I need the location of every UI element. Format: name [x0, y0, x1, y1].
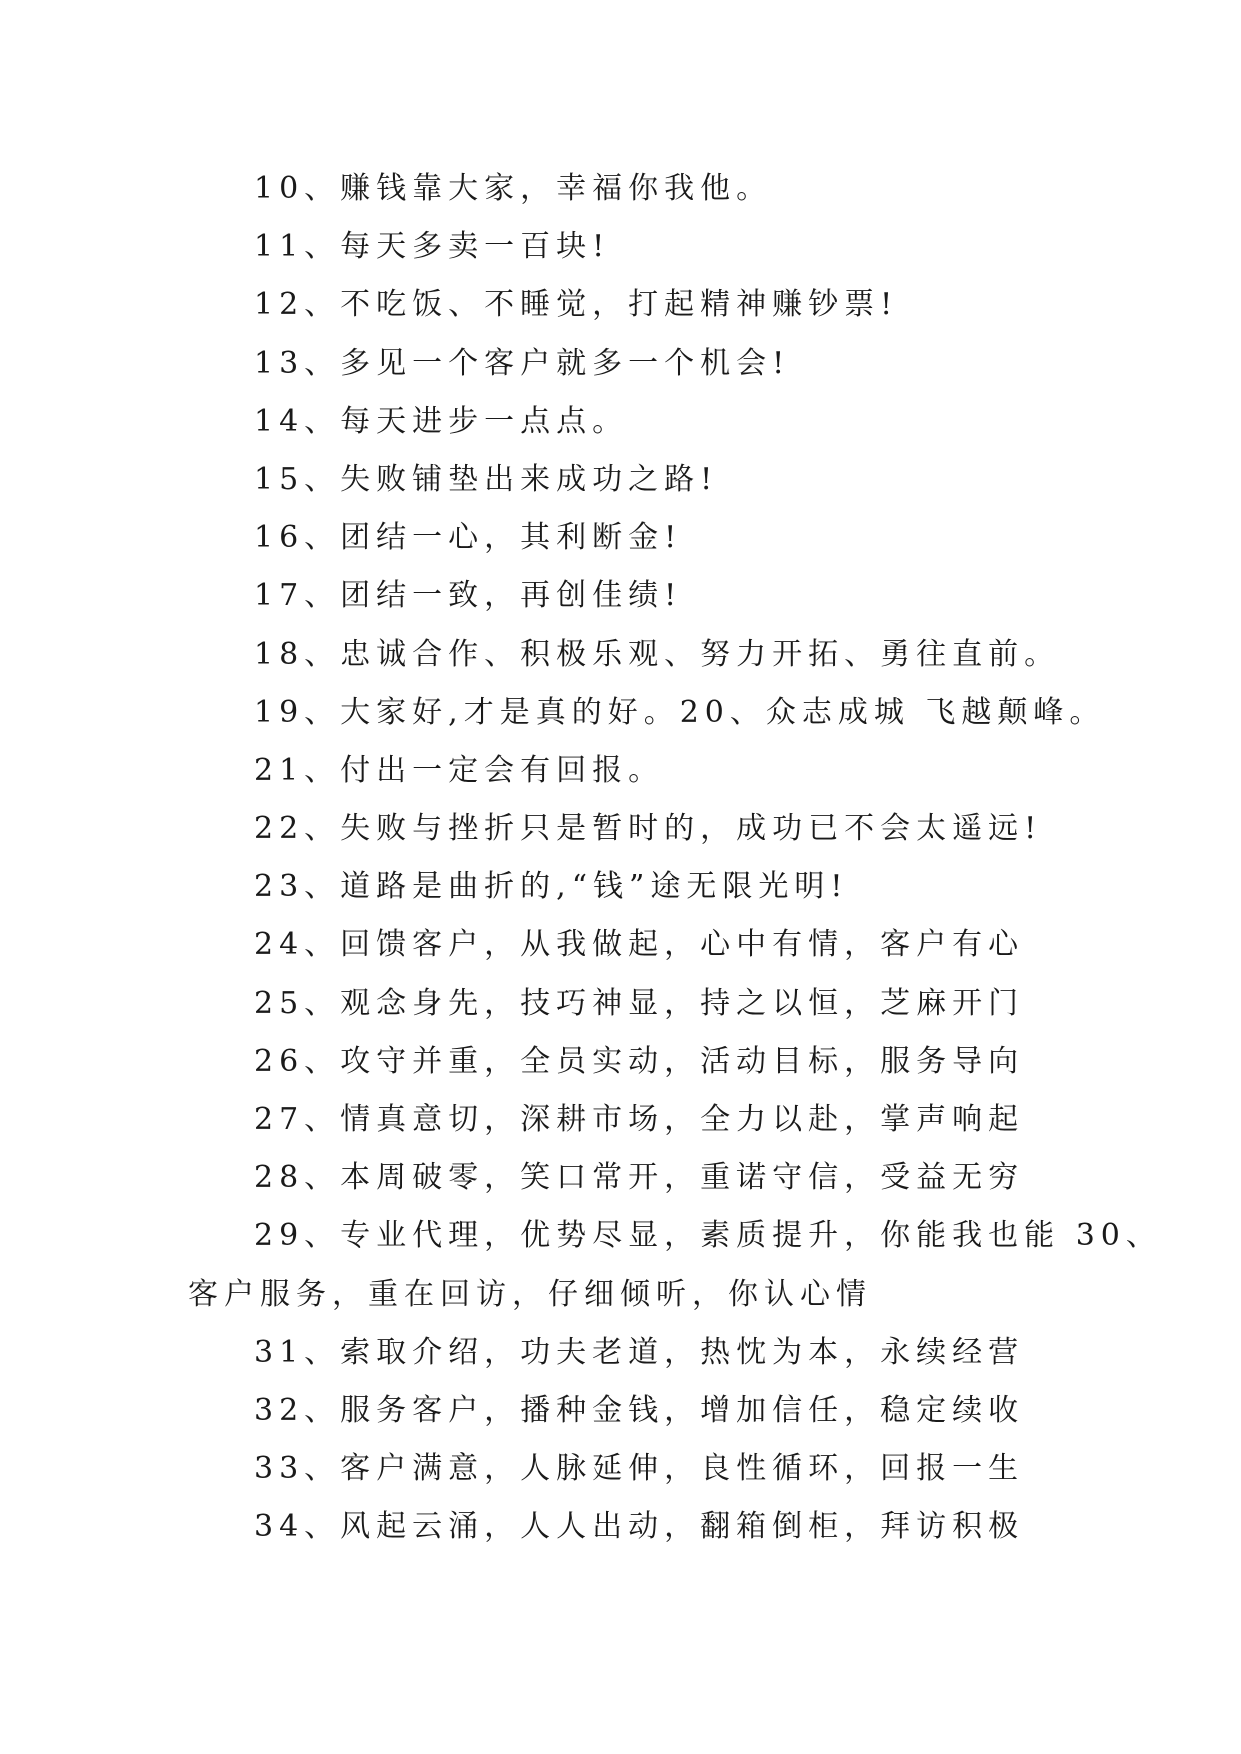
slogan-line: 27、情真意切，深耕市场，全力以赴，掌声响起 [254, 1102, 1025, 1137]
slogan-line: 24、回馈客户，从我做起，心中有情，客户有心 [254, 927, 1025, 963]
slogan-line: 10、赚钱靠大家，幸福你我他。 [254, 171, 773, 206]
slogan-line: 23、道路是曲折的,“钱”途无限光明! [254, 869, 849, 905]
slogan-line: 31、索取介绍，功夫老道，热忱为本，永续经营 [254, 1334, 1025, 1370]
slogan-line: 17、团结一致，再创佳绩! [254, 578, 683, 614]
slogan-line: 34、风起云涌，人人出动，翻箱倒柜，拜访积极 [254, 1509, 1025, 1545]
slogan-line: 26、攻守并重，全员实动，活动目标，服务导向 [254, 1043, 1025, 1079]
slogan-list [188, 160, 1162, 1557]
slogan-line: 22、失败与挫折只是暂时的，成功已不会太遥远! [254, 811, 1043, 847]
slogan-line: 19、大家好,才是真的好。20、众志成城 飞越颠峰。 [254, 694, 1106, 730]
slogan-line: 16、团结一心，其利断金! [254, 520, 683, 556]
slogan-line: 18、忠诚合作、积极乐观、努力开拓、勇往直前。 [254, 636, 1061, 672]
slogan-line: 32、服务客户，播种金钱，增加信任，稳定续收 [254, 1392, 1025, 1428]
slogan-line: 15、失败铺垫出来成功之路! [254, 461, 719, 497]
slogan-line: 28、本周破零，笑口常开，重诺守信，受益无穷 [254, 1160, 1025, 1196]
slogan-line: 21、付出一定会有回报。 [254, 752, 665, 788]
slogan-line: 14、每天进步一点点。 [254, 403, 629, 439]
slogan-line: 13、多见一个客户就多一个机会! [254, 345, 791, 381]
slogan-line-continued: 客户服务，重在回访，仔细倾听，你认心情 [188, 1276, 872, 1312]
slogan-line: 11、每天多卖一百块! [254, 229, 611, 265]
slogan-line: 25、观念身先，技巧神显，持之以恒，芝麻开门 [254, 985, 1025, 1021]
slogan-line: 33、客户满意，人脉延伸，良性循环，回报一生 [254, 1451, 1025, 1487]
slogan-line: 12、不吃饭、不睡觉，打起精神赚钞票! [254, 287, 899, 323]
slogan-line: 29、专业代理，优势尽显，素质提升，你能我也能 30、 [254, 1218, 1162, 1254]
